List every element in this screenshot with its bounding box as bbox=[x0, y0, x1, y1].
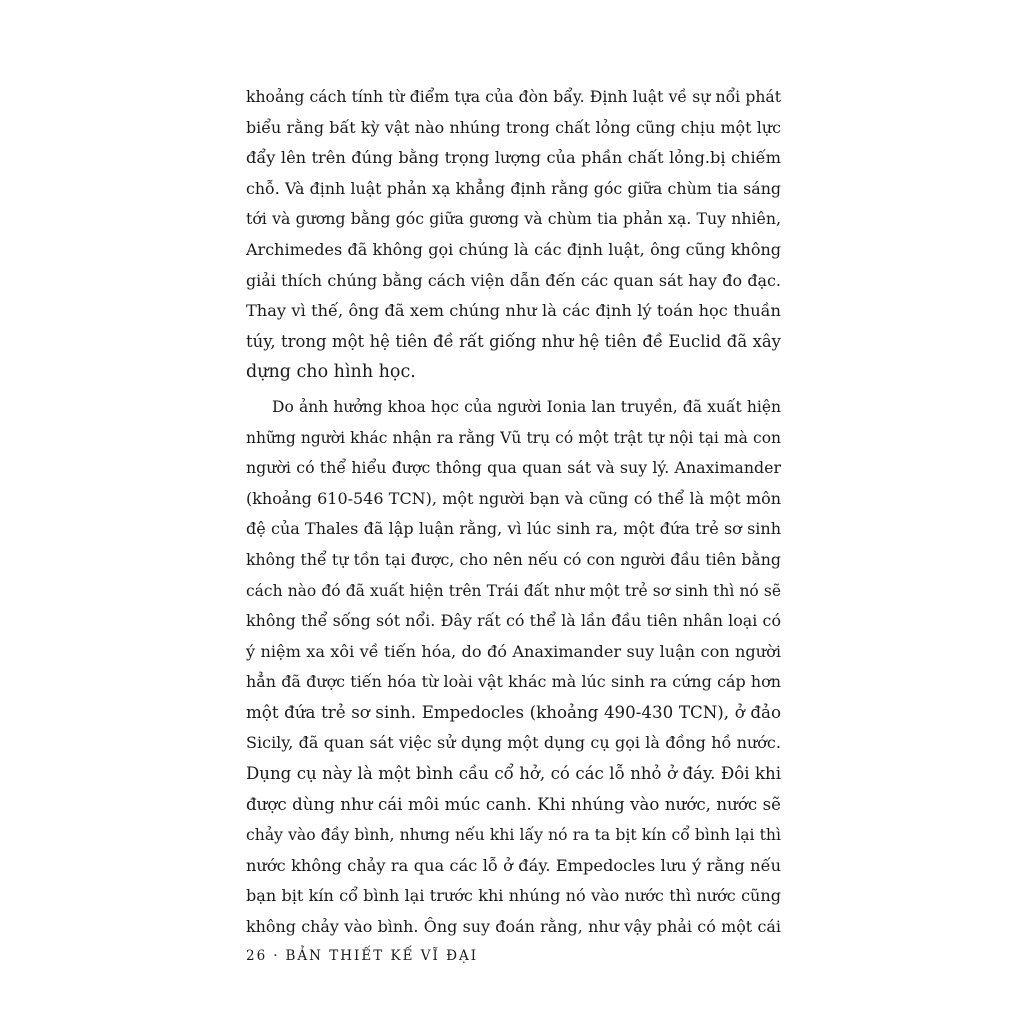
text-line: một đứa trẻ sơ sinh. Empedocles (khoảng 490-430 TCN), ở đảo bbox=[246, 702, 781, 722]
paragraph-1 bbox=[246, 82, 781, 388]
text-line: không thể sống sót nổi. Đây rất có thể là lần đầu tiên nhân loại có bbox=[246, 611, 781, 631]
paragraph-2 bbox=[246, 392, 781, 943]
page-number: 26 bbox=[246, 948, 268, 964]
text-line: (khoảng 610-546 TCN), một người bạn và cũng có thể là một môn bbox=[246, 488, 781, 508]
book-title: BẢN THIẾT KẾ VĨ ĐẠI bbox=[285, 948, 479, 964]
text-line: túy, trong một hệ tiên đề rất giống như hệ tiên đề Euclid đã xây bbox=[246, 331, 781, 351]
text-line: Archimedes đã không gọi chúng là các định luật, ông cũng không bbox=[246, 239, 781, 259]
text-line: biểu rằng bất kỳ vật nào nhúng trong chất lỏng cũng chịu một lực bbox=[246, 117, 781, 137]
text-line: đệ của Thales đã lập luận rằng, vì lúc sinh ra, một đứa trẻ sơ sinh bbox=[246, 519, 781, 539]
text-line: cách nào đó đã xuất hiện trên Trái đất như một trẻ sơ sinh thì nó sẽ bbox=[246, 581, 781, 600]
running-footer bbox=[246, 948, 478, 964]
text-line: những người khác nhận ra rằng Vũ trụ có một trật tự nội tại mà con bbox=[246, 428, 781, 447]
text-line: không chảy vào bình. Ông suy đoán rằng, như vậy phải có một cái bbox=[246, 917, 781, 937]
text-line: Sicily, đã quan sát việc sử dụng một dụng cụ gọi là đồng hồ nước. bbox=[246, 733, 781, 753]
text-line: người có thể hiểu được thông qua quan sát và suy lý. Anaximander bbox=[246, 458, 781, 478]
body-text bbox=[246, 82, 781, 943]
text-line: được dùng như cái môi múc canh. Khi nhúng vào nước, nước sẽ bbox=[246, 794, 781, 814]
text-line: đẩy lên trên đúng bằng trọng lượng của phần chất lỏng.bị chiếm bbox=[246, 148, 781, 168]
text-line: giải thích chúng bằng cách viện dẫn đến các quan sát hay đo đạc. bbox=[246, 270, 781, 290]
text-line: Thay vì thế, ông đã xem chúng như là các định lý toán học thuần bbox=[246, 301, 781, 321]
text-line: không thể tự tồn tại được, cho nên nếu có con người đầu tiên bằng bbox=[246, 549, 781, 569]
text-line: chỗ. Và định luật phản xạ khẳng định rằng góc giữa chùm tia sáng bbox=[246, 178, 781, 198]
text-line: ý niệm xa xôi về tiến hóa, do đó Anaximander suy luận con người bbox=[246, 641, 781, 661]
text-line: chảy vào đầy bình, nhưng nếu khi lấy nó ra ta bịt kín cổ bình lại thì bbox=[246, 825, 781, 845]
text-line: hẳn đã được tiến hóa từ loài vật khác mà lúc sinh ra cứng cáp hơn bbox=[246, 672, 781, 692]
text-line: dựng cho hình học. bbox=[246, 362, 416, 383]
text-line: Do ảnh hưởng khoa học của người Ionia lan truyền, đã xuất hiện bbox=[272, 397, 781, 416]
text-line: bạn bịt kín cổ bình lại trước khi nhúng nó vào nước thì nước cũng bbox=[246, 886, 781, 906]
text-line: Dụng cụ này là một bình cầu cổ hở, có các lỗ nhỏ ở đáy. Đôi khi bbox=[246, 764, 781, 784]
footer-separator: · bbox=[273, 948, 280, 964]
text-line: nước không chảy ra qua các lỗ ở đáy. Empedocles lưu ý rằng nếu bbox=[246, 855, 781, 875]
text-line: tới và gương bằng góc giữa gương và chùm tia phản xạ. Tuy nhiên, bbox=[246, 209, 781, 229]
text-line: khoảng cách tính từ điểm tựa của đòn bẩy. Định luật về sự nổi phát bbox=[246, 87, 781, 106]
